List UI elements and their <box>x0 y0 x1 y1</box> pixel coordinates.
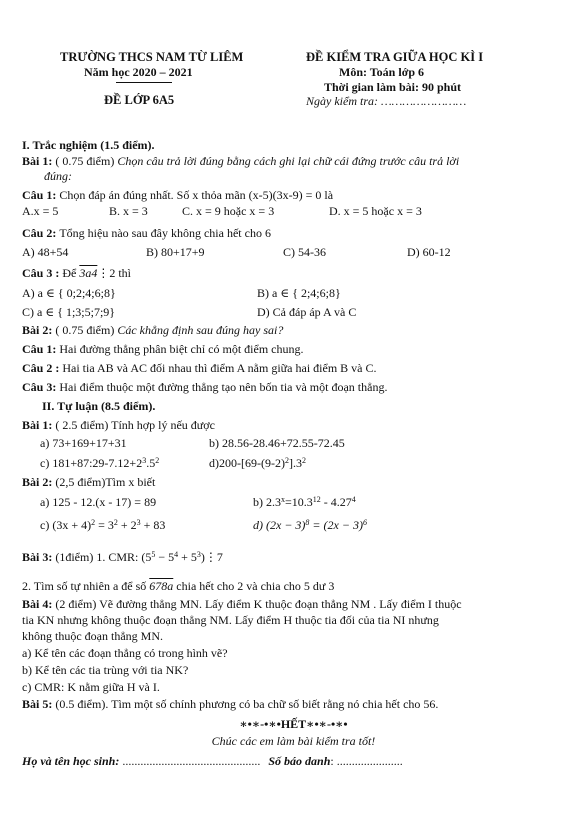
p2-b1: Bài 1: ( 2.5 điểm) Tính hợp lý nếu được <box>22 418 215 432</box>
q3-opt-b: B) a ∈ { 2;4;6;8} <box>257 286 341 300</box>
part1-b2: Bài 2: ( 0.75 điểm) Các khẳng định sau đúng hay sai? <box>22 323 284 337</box>
q1: Câu 1: Chọn đáp án đúng nhất. Số x thỏa mãn (x-5)(3x-9) = 0 là <box>22 188 334 202</box>
q1-opt-b: B. x = 3 <box>109 204 148 218</box>
q3: Câu 3 : Để 3a4⋮2 thì <box>22 266 132 280</box>
p2-b4-a: a) Kể tên các đoạn thẳng có trong hình vẽ? <box>22 646 228 660</box>
part1-b1: Bài 1: ( 0.75 điểm) Chọn câu trả lời đúng bằng cách ghi lại chữ cái đứng trước câu trả lời <box>22 154 460 168</box>
q3-opt-c: C) a ∈ { 1;3;5;7;9} <box>22 305 116 319</box>
part2-title: II. Tự luận (8.5 điểm). <box>42 399 156 413</box>
p2-b1-d: $d)200-[69-(9-2)^2].3^2$ <box>209 456 306 470</box>
stmt3: Câu 3: Hai điểm thuộc một đường thẳng tạo nên bốn tia và một đoạn thẳng. <box>22 380 388 394</box>
q2-opt-a: A) 48+54 <box>22 245 69 259</box>
stmt1: Câu 1: Hai đường thẳng phân biệt chỉ có một điểm chung. <box>22 342 304 356</box>
p2-b4-c: c) CMR: K nằm giữa H và I. <box>22 680 160 694</box>
school-name: TRƯỜNG THCS NAM TỪ LIÊM <box>60 50 244 64</box>
part1-b1-cont: đúng: <box>44 169 72 183</box>
wish-text: Chúc các em làm bài kiểm tra tốt! <box>211 734 376 748</box>
p2-b1-b: b) 28.56-28.46+72.55-72.45 <box>209 436 345 450</box>
p2-b3: Bài 3: (1điểm) 1. CMR: ($5^5 - 5^4$ + $5^3)⋮7$ <box>22 550 223 564</box>
q2: Câu 2: Tổng hiệu nào sau đây không chia hết cho 6 <box>22 226 271 240</box>
p2-b2: Bài 2: (2,5 điểm)Tìm x biết <box>22 475 156 489</box>
stmt2: Câu 2 : Hai tia AB và AC đối nhau thì điểm A nằm giữa hai điểm B và C. <box>22 361 377 375</box>
exam-duration: Thời gian làm bài: 90 phút <box>324 80 462 94</box>
p2-b4-b: b) Kể tên các tia trùng với tia NK? <box>22 663 189 677</box>
p2-b4-line3: không thuộc đoạn thẳng MN. <box>22 629 163 643</box>
part1-title: I. Trắc nghiệm (1.5 điểm). <box>22 138 155 152</box>
p2-b5: Bài 5: (0.5 điểm). Tìm một số chính phương có ba chữ số biết rằng nó chia hết cho 56. <box>22 697 439 711</box>
p2-b2-b: b) $2.3^x=10.3^{12} - 4.27^4$ <box>253 495 356 509</box>
school-year: Năm học 2020 – 2021 <box>84 65 193 79</box>
q2-opt-b: B) 80+17+9 <box>146 245 205 259</box>
q3-opt-a: A) a ∈ { 0;2;4;6;8} <box>22 286 116 300</box>
exam-subject: Môn: Toán lớp 6 <box>339 65 425 79</box>
q2-opt-d: D) 60-12 <box>407 245 451 259</box>
p2-b2-c: c) $(3x + 4)^2 = 3^2 + 2^3 + 83$ <box>40 518 166 532</box>
p2-b2-d: d) $(2x - 3)^8 = (2x - 3)^6$ <box>253 518 367 532</box>
header-underline <box>116 82 172 83</box>
q3-opt-d: D) Cả đáp áp A và C <box>257 305 357 319</box>
exam-date: Ngày kiểm tra: …………………… <box>306 94 467 108</box>
p2-b4-line1: Bài 4: (2 điểm) Vẽ đường thẳng MN. Lấy điểm K thuộc đoạn thẳng NM . Lấy điểm I thuộc <box>22 597 462 611</box>
end-marker: ∗•∗-•∗•HẾT∗•∗-•∗• <box>239 717 348 731</box>
p2-b2-a: a) 125 - 12.(x - 17) = 89 <box>40 495 157 509</box>
class-label: ĐỀ LỚP 6A5 <box>104 93 175 107</box>
student-info: Họ và tên học sinh: .............................................. Số báo danh: ...................... <box>22 754 403 768</box>
q1-opt-a: A.x = 5 <box>22 204 59 218</box>
q2-opt-c: C) 54-36 <box>283 245 326 259</box>
p2-b3-2: 2. Tìm số tự nhiên a để số 678a chia hết cho 2 và chia cho 5 dư 3 <box>22 579 335 593</box>
exam-title: ĐỀ KIỂM TRA GIỮA HỌC KÌ I <box>306 50 484 64</box>
q1-opt-d: D. x = 5 hoặc x = 3 <box>329 204 422 218</box>
p2-b4-line2: tia KN nhưng không thuộc đoạn thẳng NM. Lấy điểm H thuộc tia đối của tia NI nhưng <box>22 613 439 627</box>
q1-opt-c: C. x = 9 hoặc x = 3 <box>182 204 275 218</box>
p2-b1-c: c) $181+87:29-7.12+2^3.5^2$ <box>40 456 160 470</box>
p2-b1-a: a) 73+169+17+31 <box>40 436 127 450</box>
